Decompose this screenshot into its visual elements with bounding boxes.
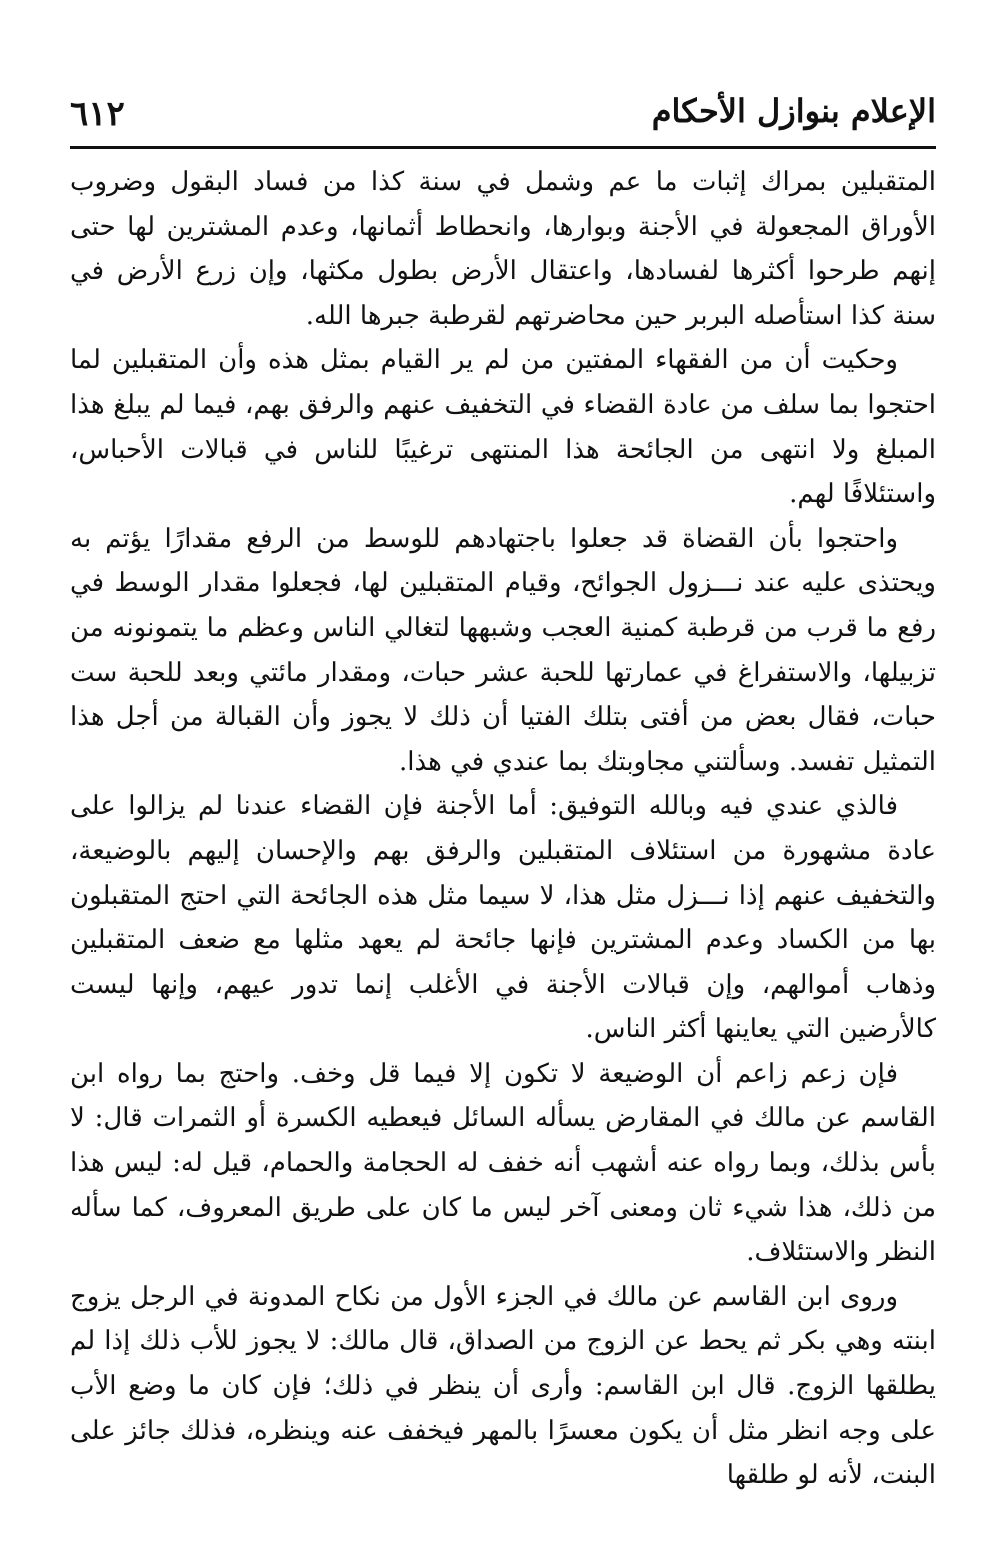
header-divider: [70, 146, 936, 149]
running-title: الإعلام بنوازل الأحكام: [651, 92, 936, 130]
paragraph: فالذي عندي فيه وبالله التوفيق: أما الأجنة فإن القضاء عندنا لم يزالوا على عادة مشهورة من استئلاف المتقبلين والرفق بهم والإحسان إليهم بالوضيعة، والتخفيف عنهم إذا نـــزل مثل هذا، لا سيما مثل هذه الجائحة التي احتج المتقبلون بها من الكساد وعدم المشترين فإنها جائحة لم يعهد مثلها مع ضعف المتقبلين وذهاب أموالهم، وإن قبالات الأجنة في الأغلب إنما تدور عيهم، وإنها ليست كالأرضين التي يعاينها أكثر الناس.: [70, 791, 936, 1045]
page-header: [70, 84, 936, 144]
page-number: ٦١٢: [70, 94, 125, 134]
body-text: [70, 160, 936, 1498]
paragraph: وروى ابن القاسم عن مالك في الجزء الأول من نكاح المدونة في الرجل يزوج ابنته وهي بكر ثم يحط عن الزوج من الصداق، قال مالك: لا يجوز للأب ذلك إذا لم يطلقها الزوج. قال ابن القاسم: وأرى أن ينظر في ذلك؛ فإن كان ما وضع الأب على وجه انظر مثل أن يكون معسرًا بالمهر فيخفف عنه وينظره، فذلك جائز على البنت، لأنه لو طلقها: [70, 1281, 936, 1491]
paragraph: فإن زعم زاعم أن الوضيعة لا تكون إلا فيما قل وخف. واحتج بما رواه ابن القاسم عن مالك في المقارض يسأله السائل فيعطيه الكسرة أو الثمرات قال: لا بأس بذلك، وبما رواه عنه أشهب أنه خفف له الحجامة والحمام، قيل له: ليس هذا من ذلك، هذا شيء ثان ومعنى آخر ليس ما كان على طريق المعروف، كما سأله النظر والاستئلاف.: [70, 1058, 936, 1268]
paragraph: وحكيت أن من الفقهاء المفتين من لم ير القيام بمثل هذه وأن المتقبلين لما احتجوا بما سلف من عادة القضاء في التخفيف عنهم والرفق بهم، فيما لم يبلغ هذا المبلغ ولا انتهى من الجائحة هذا المنتهى ترغيبًا للناس في قبالات الأحباس، واستئلافًا لهم.: [70, 345, 936, 510]
paragraph: واحتجوا بأن القضاة قد جعلوا باجتهادهم للوسط من الرفع مقدارًا يؤتم به ويحتذى عليه عند نـــزول الجوائح، وقيام المتقبلين لها، فجعلوا مقدار الوسط في رفع ما قرب من قرطبة كمنية العجب وشبهها لتغالي الناس وعظم ما يتمونونه من تزبيلها، والاستفراغ في عمارتها للحبة عشر حبات، ومقدار مائتي وبعد للحبة ست حبات، فقال بعض من أفتى بتلك الفتيا أن ذلك لا يجوز وأن القبالة من أجل هذا التمثيل تفسد. وسألتني مجاوبتك بما عندي في هذا.: [70, 523, 936, 777]
paragraph: المتقبلين بمراك إثبات ما عم وشمل في سنة كذا من فساد البقول وضروب الأوراق المجعولة في الأجنة وبوارها، وانحطاط أثمانها، وعدم المشترين لها حتى إنهم طرحوا أكثرها لفسادها، واعتقال الأرض بطول مكثها، وإن زرع الأرض في سنة كذا استأصله البربر حين محاضرتهم لقرطبة جبرها الله.: [70, 167, 936, 331]
